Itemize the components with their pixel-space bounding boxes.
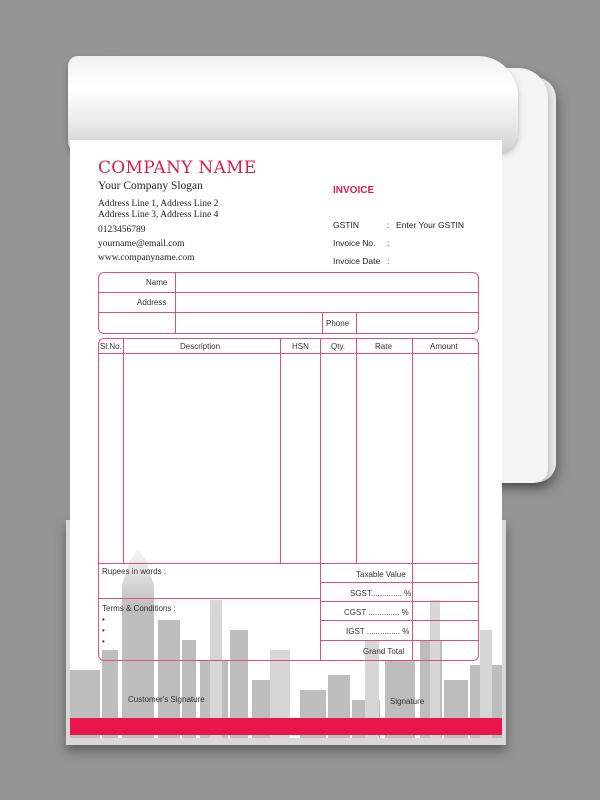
company-phone: 0123456789 <box>98 225 146 235</box>
footer-accent-bar <box>70 718 502 735</box>
customer-signature-label: Customer's Signature <box>128 695 205 704</box>
gstin-value: Enter Your GSTIN <box>396 220 465 230</box>
company-slogan: Your Company Slogan <box>98 180 203 192</box>
customer-bottom-divider-2 <box>322 312 323 333</box>
col-divider-1 <box>123 338 124 563</box>
address-line-2: Address Line 3, Address Line 4 <box>98 210 219 220</box>
customer-address-label: Address <box>137 298 167 307</box>
col-header-qty: Qty. <box>331 342 346 351</box>
pad-rolled-top <box>68 56 518 152</box>
gstin-colon: : <box>387 220 390 230</box>
words-terms-divider <box>98 598 320 599</box>
invoice-date-label: Invoice Date <box>333 256 381 266</box>
terms-bullet-2: • <box>102 626 105 635</box>
summary-row-divider-1 <box>320 582 478 583</box>
summary-row-divider-3 <box>320 620 478 621</box>
terms-label: Terms & Conditions : <box>102 604 176 613</box>
col-header-amount: Amount <box>430 342 458 351</box>
summary-row-divider-2 <box>320 601 478 602</box>
terms-bullet-1: • <box>102 615 105 624</box>
customer-bottom-divider-3 <box>356 312 357 333</box>
terms-bullet-3: • <box>102 637 105 646</box>
customer-phone-field[interactable] <box>358 313 476 331</box>
col-divider-2 <box>280 338 281 563</box>
customer-name-label: Name <box>146 278 168 287</box>
summary-top-divider <box>98 563 478 564</box>
items-header-divider <box>98 353 478 354</box>
invoice-title: INVOICE <box>333 185 375 196</box>
customer-address-field[interactable] <box>177 293 476 311</box>
grand-total-label: Grand Total <box>363 647 405 656</box>
address-line-1: Address Line 1, Address Line 2 <box>98 199 219 209</box>
col-header-hsn: HSN <box>292 342 309 351</box>
summary-row-divider-4 <box>320 640 478 641</box>
customer-phone-label: Phone <box>326 319 350 328</box>
taxable-value-label: Taxable Value <box>356 570 406 579</box>
sgst-label: SGST.............. % <box>350 589 412 598</box>
cgst-label: CGST .............. % <box>344 608 409 617</box>
invoice-sheet <box>70 140 502 738</box>
col-header-slno: Sl.No. <box>100 342 122 351</box>
invoice-date-colon: : <box>387 256 390 266</box>
company-website: www.companyname.com <box>98 253 195 263</box>
gstin-label: GSTIN <box>333 220 359 230</box>
signature-label: Signature <box>390 697 425 706</box>
rupees-in-words-label: Rupees in words : <box>102 567 167 576</box>
col-header-description: Description <box>180 342 221 351</box>
col-divider-3 <box>320 338 321 660</box>
company-email: yourname@email.com <box>98 239 185 249</box>
invoice-no-label: Invoice No. <box>333 238 376 248</box>
col-divider-5 <box>412 338 413 660</box>
customer-name-field[interactable] <box>177 273 476 291</box>
invoice-no-colon: : <box>387 238 390 248</box>
customer-label-divider <box>175 272 176 313</box>
col-header-rate: Rate <box>375 342 392 351</box>
company-name: COMPANY NAME <box>98 158 257 178</box>
igst-label: IGST ............... % <box>346 627 410 636</box>
customer-bottom-divider-1 <box>175 312 176 333</box>
col-divider-4 <box>356 338 357 563</box>
